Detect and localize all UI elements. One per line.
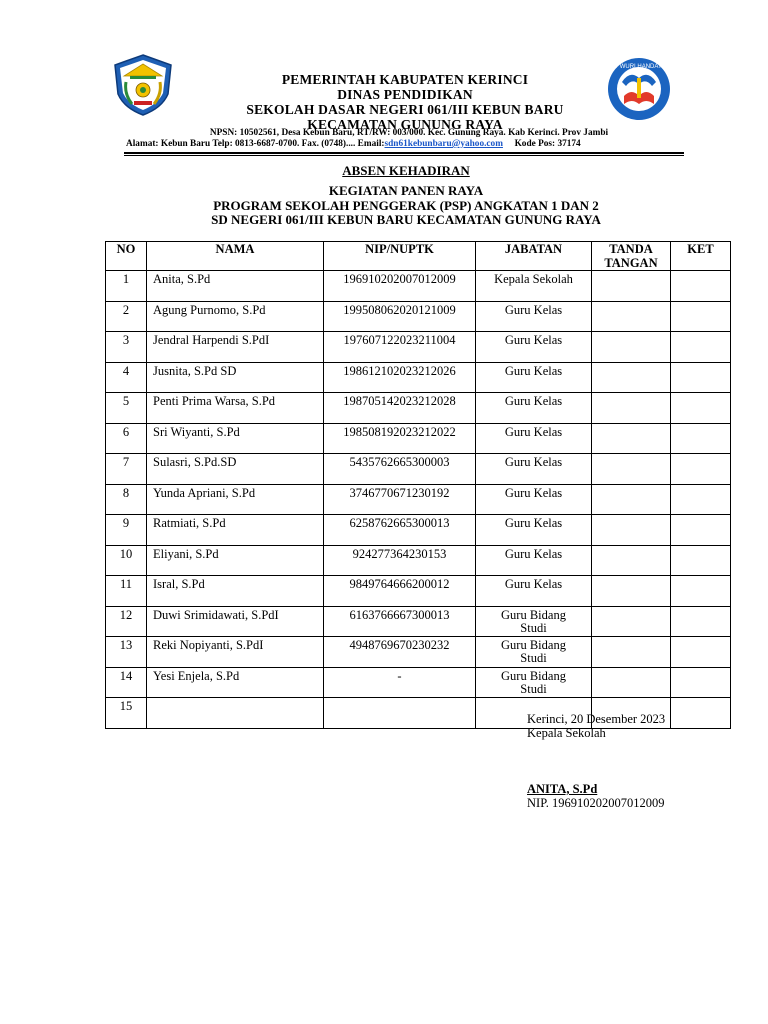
row-no: 14 xyxy=(106,667,147,698)
row-nama: Yunda Apriani, S.Pd xyxy=(147,484,324,515)
row-nip: 6258762665300013 xyxy=(324,515,476,546)
row-ket xyxy=(671,271,731,302)
letterhead-title-block xyxy=(175,72,635,132)
row-signature-cell[interactable] xyxy=(592,454,671,485)
government-name: PEMERINTAH KABUPATEN KERINCI xyxy=(281,72,529,87)
row-nama: Duwi Srimidawati, S.PdI xyxy=(147,606,324,637)
row-nama: Agung Purnomo, S.Pd xyxy=(147,301,324,332)
row-nip: 4948769670230232 xyxy=(324,637,476,668)
row-no: 11 xyxy=(106,576,147,607)
row-signature-cell[interactable] xyxy=(592,545,671,576)
letterhead-rule-thick xyxy=(124,152,684,154)
school-name: SEKOLAH DASAR NEGERI 061/III KEBUN BARU xyxy=(246,102,564,117)
email-link[interactable]: sdn61kebunbaru@yahoo.com xyxy=(384,139,503,149)
row-signature-cell[interactable] xyxy=(592,271,671,302)
table-row xyxy=(106,393,731,424)
row-ket xyxy=(671,637,731,668)
row-ket xyxy=(671,301,731,332)
row-jabatan xyxy=(476,484,592,515)
jabatan-line-1: Guru Kelas xyxy=(504,546,563,561)
row-nip: - xyxy=(324,667,476,698)
jabatan-line-1: Kepala Sekolah xyxy=(494,272,573,286)
row-ket xyxy=(671,423,731,454)
row-nip: 197607122023211004 xyxy=(324,332,476,363)
row-jabatan xyxy=(476,332,592,363)
letterhead-rule-thin xyxy=(124,155,684,156)
jabatan-line-1: Guru Bidang xyxy=(501,668,566,683)
row-ket xyxy=(671,515,731,546)
logo-motto-text: TUT WURI HANDAYANI xyxy=(606,64,672,70)
row-no: 15 xyxy=(106,698,147,729)
row-nip: 196910202007012009 xyxy=(324,271,476,302)
row-signature-cell[interactable] xyxy=(592,515,671,546)
row-ket xyxy=(671,698,731,729)
signature-place-date: Kerinci, 20 Desember 2023 xyxy=(527,712,666,726)
row-nip: 6163766667300013 xyxy=(324,606,476,637)
header-jabatan: JABATAN xyxy=(476,242,592,271)
agency-name: DINAS PENDIDIKAN xyxy=(337,87,473,102)
row-signature-cell[interactable] xyxy=(592,637,671,668)
row-signature-cell[interactable] xyxy=(592,606,671,637)
row-nip: 198612102023212026 xyxy=(324,362,476,393)
header-no: NO xyxy=(106,242,147,271)
document-subtitle xyxy=(0,184,768,228)
row-nama: Jendral Harpendi S.PdI xyxy=(147,332,324,363)
row-no: 1 xyxy=(106,271,147,302)
row-signature-cell[interactable] xyxy=(592,332,671,363)
row-nama: Eliyani, S.Pd xyxy=(147,545,324,576)
row-jabatan xyxy=(476,362,592,393)
document-title: ABSEN KEHADIRAN xyxy=(342,163,470,178)
row-jabatan xyxy=(476,515,592,546)
table-row xyxy=(106,362,731,393)
row-jabatan xyxy=(476,576,592,607)
row-no: 12 xyxy=(106,606,147,637)
header-tanda-tangan: TANDA TANGAN xyxy=(592,242,671,271)
jabatan-line-2: Studi xyxy=(520,651,547,665)
row-ket xyxy=(671,454,731,485)
table-row xyxy=(106,454,731,485)
signature-block xyxy=(527,712,665,810)
row-signature-cell[interactable] xyxy=(592,484,671,515)
table-row xyxy=(106,301,731,332)
table-row xyxy=(106,576,731,607)
row-no: 3 xyxy=(106,332,147,363)
subtitle-event: KEGIATAN PANEN RAYA xyxy=(328,183,484,198)
row-ket xyxy=(671,576,731,607)
jabatan-line-1: Guru Kelas xyxy=(504,394,563,408)
row-jabatan xyxy=(476,393,592,424)
row-no: 7 xyxy=(106,454,147,485)
row-nip: 198705142023212028 xyxy=(324,393,476,424)
row-nama: Penti Prima Warsa, S.Pd xyxy=(147,393,324,424)
row-nama: Reki Nopiyanti, S.PdI xyxy=(147,637,324,668)
table-header-row xyxy=(106,242,731,271)
row-ket xyxy=(671,393,731,424)
row-nip: 198508192023212022 xyxy=(324,423,476,454)
row-signature-cell[interactable] xyxy=(592,301,671,332)
jabatan-line-1: Guru Kelas xyxy=(504,455,563,469)
row-jabatan xyxy=(476,271,592,302)
header-ket: KET xyxy=(671,242,731,271)
address-line-1: NPSN: 10502561, Desa Kebun Baru, RT/RW: 003/000. Kec. Gunung Raya. Kab Kerinci. Prov Jambi xyxy=(209,128,609,138)
signature-role: Kepala Sekolah xyxy=(527,726,606,740)
header-nama: NAMA xyxy=(147,242,324,271)
table-row xyxy=(106,667,731,698)
table-row xyxy=(106,332,731,363)
jabatan-line-1: Guru Kelas xyxy=(504,363,563,378)
row-jabatan xyxy=(476,454,592,485)
table-row xyxy=(106,545,731,576)
letterhead xyxy=(0,0,768,160)
postal-code: Kode Pos: 37174 xyxy=(502,139,581,149)
jabatan-line-1: Guru Kelas xyxy=(504,516,563,530)
row-jabatan xyxy=(476,606,592,637)
row-signature-cell[interactable] xyxy=(592,667,671,698)
signature-nip: NIP. 196910202007012009 xyxy=(527,796,665,810)
row-nip: 5435762665300003 xyxy=(324,454,476,485)
row-ket xyxy=(671,545,731,576)
row-nip: 924277364230153 xyxy=(324,545,476,576)
row-nip: 199508062020121009 xyxy=(324,301,476,332)
row-no: 5 xyxy=(106,393,147,424)
row-ket xyxy=(671,606,731,637)
row-nip: 9849764666200012 xyxy=(324,576,476,607)
row-no: 6 xyxy=(106,423,147,454)
row-signature-cell[interactable] xyxy=(592,423,671,454)
row-no: 4 xyxy=(106,362,147,393)
row-no: 8 xyxy=(106,484,147,515)
jabatan-line-1: Guru Kelas xyxy=(504,333,563,347)
row-ket xyxy=(671,332,731,363)
row-ket xyxy=(671,484,731,515)
row-ket xyxy=(671,667,731,698)
row-nama: Sri Wiyanti, S.Pd xyxy=(147,423,324,454)
table-body xyxy=(106,271,731,729)
row-signature-cell[interactable] xyxy=(592,393,671,424)
jabatan-line-1: Guru Kelas xyxy=(504,577,563,591)
kerinci-emblem-logo xyxy=(110,52,176,118)
district-name: KECAMATAN GUNUNG RAYA xyxy=(307,117,503,132)
tut-wuri-handayani-logo xyxy=(600,56,678,122)
row-nama: Jusnita, S.Pd SD xyxy=(147,362,324,393)
row-ket xyxy=(671,362,731,393)
jabatan-line-2: Studi xyxy=(520,620,547,635)
row-jabatan xyxy=(476,667,592,698)
row-jabatan xyxy=(476,637,592,668)
jabatan-line-1: Guru Kelas xyxy=(504,424,563,439)
jabatan-line-1: Guru Bidang xyxy=(501,607,566,622)
table-row xyxy=(106,423,731,454)
row-no: 9 xyxy=(106,515,147,546)
table-row xyxy=(106,606,731,637)
address-prefix: Alamat: Kebun Baru Telp: 0813-6687-0700. Fax. (0748).... Email: xyxy=(126,139,385,149)
row-nip: 3746770671230192 xyxy=(324,484,476,515)
table-row xyxy=(106,637,731,668)
row-jabatan xyxy=(476,423,592,454)
row-signature-cell[interactable] xyxy=(592,576,671,607)
row-nama: Sulasri, S.Pd.SD xyxy=(147,454,324,485)
row-signature-cell[interactable] xyxy=(592,362,671,393)
row-no: 2 xyxy=(106,301,147,332)
row-nama xyxy=(147,698,324,729)
row-jabatan xyxy=(476,301,592,332)
subtitle-school: SD NEGERI 061/III KEBUN BARU KECAMATAN GUNUNG RAYA xyxy=(211,212,601,227)
jabatan-line-1: Guru Kelas xyxy=(504,302,563,317)
jabatan-line-2: Studi xyxy=(520,681,547,696)
subtitle-program: PROGRAM SEKOLAH PENGGERAK (PSP) ANGKATAN 1 DAN 2 xyxy=(213,197,599,213)
row-nip xyxy=(324,698,476,729)
table-row xyxy=(106,484,731,515)
table-row xyxy=(106,271,731,302)
row-jabatan xyxy=(476,545,592,576)
row-no: 10 xyxy=(106,545,147,576)
table-row xyxy=(106,515,731,546)
row-nama: Yesi Enjela, S.Pd xyxy=(147,667,324,698)
row-nama: Ratmiati, S.Pd xyxy=(147,515,324,546)
row-nama: Isral, S.Pd xyxy=(147,576,324,607)
jabatan-line-1: Guru Kelas xyxy=(504,485,563,500)
address-line-2 xyxy=(126,139,581,149)
jabatan-line-1: Guru Bidang xyxy=(501,638,566,652)
row-nama: Anita, S.Pd xyxy=(147,271,324,302)
signature-name: ANITA, S.Pd xyxy=(527,782,598,796)
attendance-table xyxy=(105,241,731,729)
row-no: 13 xyxy=(106,637,147,668)
header-nip: NIP/NUPTK xyxy=(324,242,476,271)
